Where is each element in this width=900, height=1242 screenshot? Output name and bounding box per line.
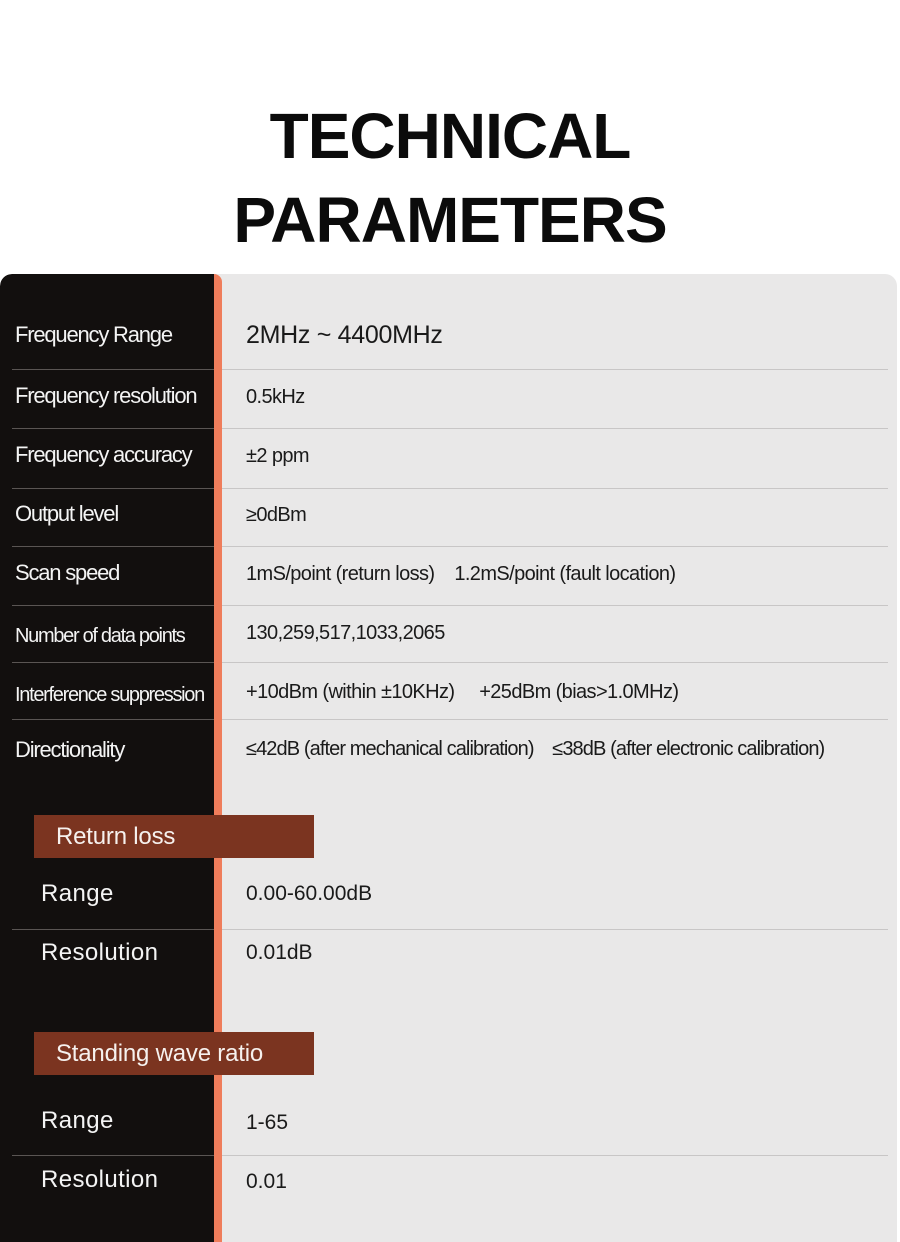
row-divider: [12, 428, 214, 429]
param-value: 0.01: [246, 1170, 287, 1193]
row-divider: [222, 719, 888, 720]
page-title: [0, 94, 900, 262]
row-divider: [12, 662, 214, 663]
parameters-panel: [0, 274, 897, 1242]
accent-stripe: [214, 274, 222, 1242]
param-label: Range: [41, 1107, 114, 1134]
param-label: Scan speed: [15, 560, 120, 585]
param-value: 130,259,517,1033,2065: [246, 622, 445, 644]
param-label: Directionality: [15, 737, 125, 762]
param-value: 0.5kHz: [246, 386, 305, 408]
param-label: Frequency resolution: [15, 383, 197, 408]
page-title-line-1: TECHNICAL: [269, 100, 631, 172]
param-label: Range: [41, 880, 114, 907]
row-divider: [222, 369, 888, 370]
row-divider: [222, 929, 888, 930]
param-label: Number of data points: [15, 625, 185, 647]
row-divider: [222, 546, 888, 547]
row-divider: [12, 488, 214, 489]
section-heading-standing-wave-ratio: Standing wave ratio: [34, 1032, 314, 1075]
param-label: Frequency accuracy: [15, 442, 192, 467]
param-value: 0.00-60.00dB: [246, 882, 373, 905]
param-label: Frequency Range: [15, 322, 172, 347]
param-label: Resolution: [41, 939, 159, 966]
param-label: Interference suppression: [15, 684, 204, 706]
param-value: 0.01dB: [246, 941, 313, 964]
row-divider: [12, 719, 214, 720]
param-label: Output level: [15, 501, 119, 526]
row-divider: [222, 662, 888, 663]
row-divider: [222, 605, 888, 606]
row-divider: [12, 1155, 214, 1156]
param-value: ≥0dBm: [246, 504, 307, 526]
param-value: ±2 ppm: [246, 445, 309, 467]
param-value: ≤42dB (after mechanical calibration) ≤38dB (after electronic calibration): [246, 738, 825, 760]
row-divider: [12, 605, 214, 606]
row-divider: [222, 1155, 888, 1156]
param-value: 1mS/point (return loss) 1.2mS/point (fault location): [246, 563, 676, 585]
param-value: 2MHz ~ 4400MHz: [246, 321, 443, 349]
row-divider: [222, 488, 888, 489]
page-title-line-2: PARAMETERS: [233, 184, 667, 256]
param-value: +10dBm (within ±10KHz) +25dBm (bias>1.0MHz): [246, 681, 679, 703]
param-label: Resolution: [41, 1166, 159, 1193]
param-value: 1-65: [246, 1111, 289, 1134]
row-divider: [222, 428, 888, 429]
row-divider: [12, 546, 214, 547]
row-divider: [12, 929, 214, 930]
section-heading-return-loss: Return loss: [34, 815, 314, 858]
row-divider: [12, 369, 214, 370]
